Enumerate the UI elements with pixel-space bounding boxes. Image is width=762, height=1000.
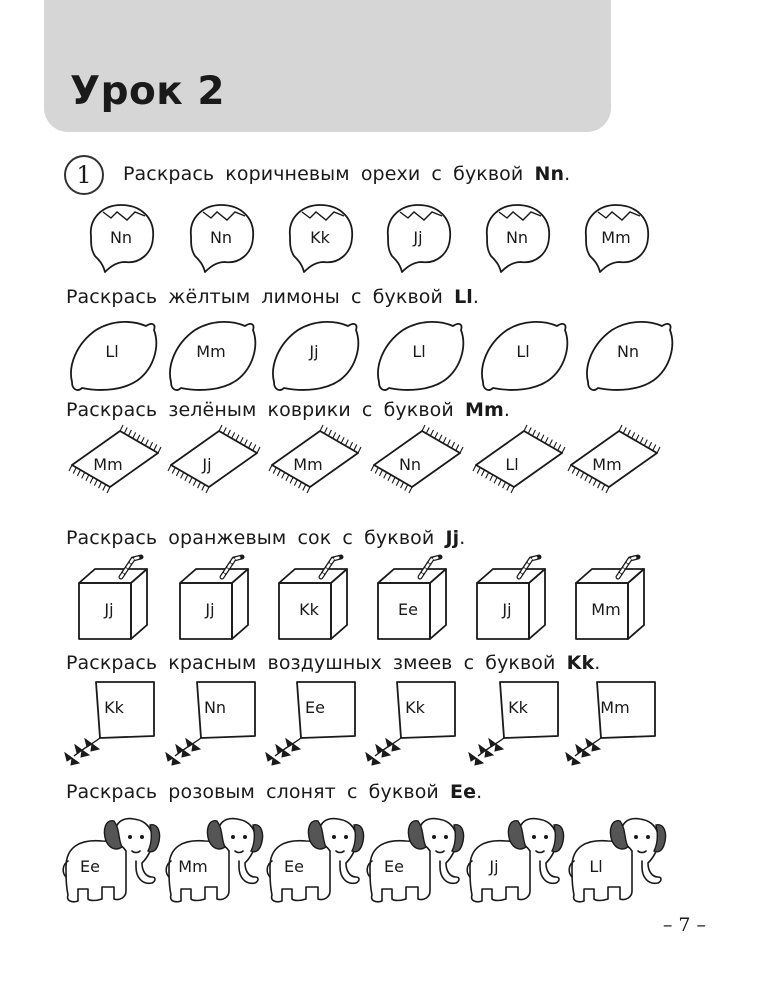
- page-number: – 7 –: [662, 914, 706, 936]
- kite-letter-label: Kk: [104, 698, 124, 717]
- nut-letter-label: Nn: [505, 228, 529, 247]
- kite-picture[interactable]: [263, 680, 359, 764]
- juice-letter-label: Ee: [398, 600, 418, 619]
- rug-picture[interactable]: [470, 425, 566, 495]
- nut-picture[interactable]: [83, 200, 159, 274]
- nut-letter-label: Nn: [209, 228, 233, 247]
- kite-picture[interactable]: [466, 680, 562, 764]
- kite-picture[interactable]: [363, 680, 459, 764]
- rug-letter-label: Mm: [93, 455, 123, 474]
- target-letter: Ll: [454, 286, 473, 308]
- nut-picture[interactable]: [578, 200, 654, 274]
- instruction-punct: .: [459, 527, 466, 549]
- instruction-punct: .: [594, 652, 601, 674]
- juice-letter-label: Kk: [299, 600, 319, 619]
- kite-letter-label: Mm: [600, 698, 630, 717]
- elephant-letter-label: Ll: [589, 857, 603, 876]
- instruction-text: Раскрась красным воздушных змеев с буквой: [66, 652, 567, 674]
- kite-outline: [363, 680, 459, 764]
- lesson-title: Урок 2: [70, 69, 225, 114]
- target-letter: Ee: [450, 781, 477, 803]
- rug-picture[interactable]: [66, 425, 162, 495]
- target-letter: Kk: [566, 652, 595, 674]
- juice-letter-label: Mm: [591, 600, 621, 619]
- nut-letter-label: Mm: [601, 228, 631, 247]
- kite-letter-label: Kk: [405, 698, 425, 717]
- lemon-letter-label: Mm: [196, 342, 226, 361]
- elephant-letter-label: Ee: [284, 857, 304, 876]
- juice-letter-label: Jj: [104, 600, 114, 619]
- instruction-elephant: [66, 781, 482, 803]
- nut-picture[interactable]: [479, 200, 555, 274]
- instruction-text: Раскрась жёлтым лимоны с буквой: [66, 286, 455, 308]
- kite-picture[interactable]: [62, 680, 158, 764]
- lemon-letter-label: Nn: [616, 342, 640, 361]
- nut-picture[interactable]: [380, 200, 456, 274]
- kite-outline: [62, 680, 158, 764]
- target-letter: Nn: [534, 163, 565, 185]
- juice-letter-label: Jj: [502, 600, 512, 619]
- lemon-letter-label: Ll: [516, 342, 530, 361]
- rug-letter-label: Mm: [293, 455, 323, 474]
- kite-picture[interactable]: [563, 680, 659, 764]
- kite-outline: [563, 680, 659, 764]
- kite-letter-label: Kk: [508, 698, 528, 717]
- kite-letter-label: Ee: [305, 698, 325, 717]
- lemon-picture[interactable]: [582, 316, 674, 392]
- elephant-picture[interactable]: [568, 815, 668, 907]
- juice-picture[interactable]: [376, 555, 456, 645]
- juice-picture[interactable]: [77, 555, 157, 645]
- kite-outline: [163, 680, 259, 764]
- kite-outline: [263, 680, 359, 764]
- juice-picture[interactable]: [475, 555, 555, 645]
- instruction-text: Раскрась розовым слонят с буквой: [66, 781, 451, 803]
- instruction-text: Раскрась коричневым орехи с буквой: [123, 163, 535, 185]
- lemon-picture[interactable]: [373, 316, 465, 392]
- elephant-letter-label: Mm: [178, 857, 208, 876]
- instruction-punct: .: [472, 286, 480, 308]
- kite-letter-label: Nn: [203, 698, 227, 717]
- nut-picture[interactable]: [282, 200, 358, 274]
- elephant-row: [0, 815, 762, 935]
- rug-picture[interactable]: [266, 425, 362, 495]
- instruction-punct: .: [503, 399, 510, 421]
- juice-picture[interactable]: [574, 555, 654, 645]
- elephant-letter-label: Jj: [489, 857, 499, 876]
- juice-picture[interactable]: [178, 555, 258, 645]
- instruction-punct: .: [564, 163, 571, 185]
- rug-letter-label: Mm: [592, 455, 622, 474]
- lemon-picture[interactable]: [165, 316, 257, 392]
- elephant-letter-label: Ee: [80, 857, 100, 876]
- juice-picture[interactable]: [277, 555, 357, 645]
- elephant-letter-label: Ee: [384, 857, 404, 876]
- instruction-juice: [66, 527, 465, 549]
- lemon-picture[interactable]: [66, 316, 158, 392]
- lemon-picture[interactable]: [477, 316, 569, 392]
- nut-picture[interactable]: [183, 200, 259, 274]
- rug-letter-label: Ll: [505, 455, 519, 474]
- lemon-letter-label: Ll: [412, 342, 426, 361]
- instruction-lemon: [66, 286, 479, 308]
- instruction-text: Раскрась зелёным коврики с буквой: [66, 399, 465, 421]
- rug-letter-label: Nn: [398, 455, 422, 474]
- instruction-kite: [66, 652, 600, 674]
- rug-picture[interactable]: [368, 425, 464, 495]
- lemon-picture[interactable]: [268, 316, 360, 392]
- instruction-text: Раскрась оранжевым сок с буквой: [66, 527, 446, 549]
- juice-letter-label: Jj: [205, 600, 215, 619]
- lemon-letter-label: Jj: [309, 342, 319, 361]
- lemon-letter-label: Ll: [105, 342, 119, 361]
- instruction-punct: .: [476, 781, 483, 803]
- rug-picture[interactable]: [165, 425, 261, 495]
- rug-letter-label: Jj: [202, 455, 212, 474]
- nut-letter-label: Jj: [413, 228, 423, 247]
- rug-picture[interactable]: [565, 425, 661, 495]
- exercise-number: 1: [64, 155, 104, 195]
- instruction-nut: [123, 163, 570, 185]
- kite-outline: [466, 680, 562, 764]
- kite-picture[interactable]: [163, 680, 259, 764]
- target-letter: Jj: [445, 527, 460, 549]
- nut-letter-label: Nn: [109, 228, 133, 247]
- instruction-rug: [66, 399, 510, 421]
- nut-letter-label: Kk: [310, 228, 330, 247]
- target-letter: Mm: [464, 399, 504, 421]
